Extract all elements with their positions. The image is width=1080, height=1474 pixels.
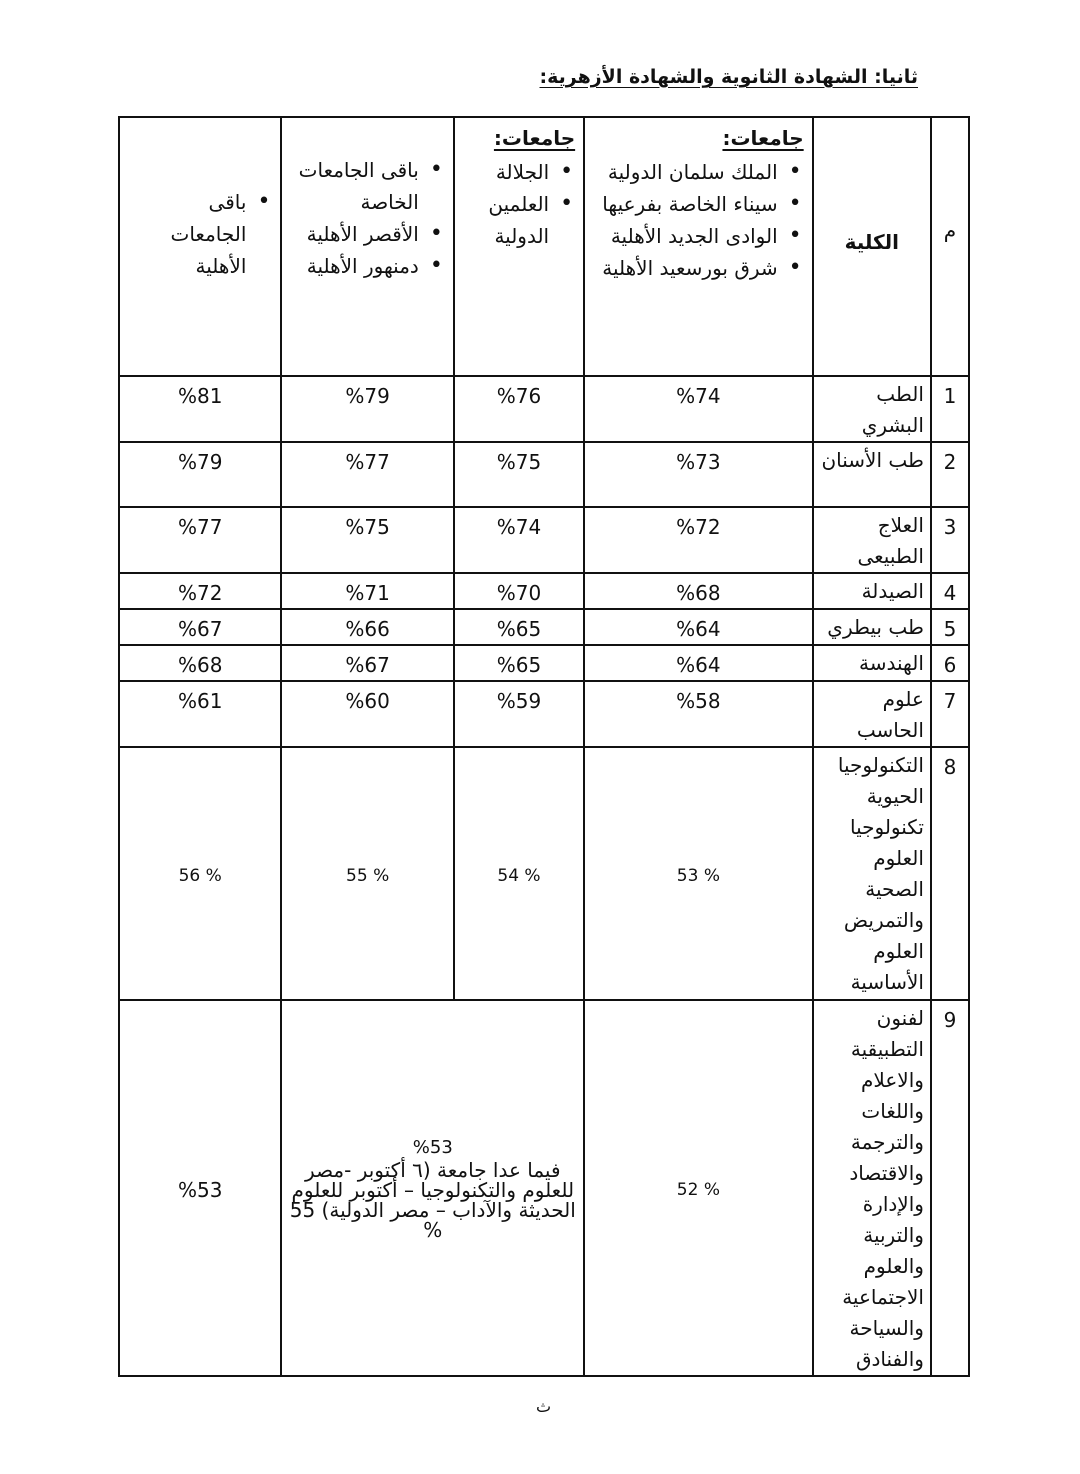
group1-title: جامعات: [722, 126, 804, 150]
table-row [119, 645, 969, 681]
header-group4 [119, 117, 281, 376]
score-group2: % 54 [454, 747, 584, 1000]
score-group4: %61 [119, 681, 281, 747]
header-m: م [931, 117, 969, 376]
score-group1: %73 [584, 442, 813, 507]
table-row [119, 609, 969, 645]
group2-title: جامعات: [493, 126, 576, 150]
score-group2-3-merged [281, 1000, 584, 1376]
group2-item: • العلمين الدولية [463, 188, 575, 252]
table-row [119, 573, 969, 609]
row-number: 6 [931, 645, 969, 681]
group1-item: • شرق بورسعيد الأهلية [593, 252, 804, 284]
group3-item: • الأقصر الأهلية [290, 218, 444, 250]
table-row [119, 507, 969, 573]
score-group2: %70 [454, 573, 584, 609]
score-group4: % 56 [119, 747, 281, 1000]
header-college: الكلية [813, 117, 931, 376]
exception-note: فيما عدا جامعة (٦ أكتوبر -مصر للعلوم والتكنولوجيا – أكتوبر للعلوم الحديثة والآداب – مصر الدولية) 55 % [289, 1158, 576, 1242]
header-group2 [454, 117, 584, 376]
college-name: لفنون التطبيقية والاعلام واللغات والترجمة والاقتصاد والإدارة والتربية والعلوم الاجتماعية والسياحة والفنادق [813, 1000, 931, 1376]
group4-item: • باقى الجامعات الأهلية [160, 186, 272, 282]
score-group2: %75 [454, 442, 584, 507]
group3-item: • دمنهور الأهلية [290, 250, 444, 282]
score-group2: %65 [454, 645, 584, 681]
college-name: الطب البشري [813, 376, 931, 442]
row-number: 5 [931, 609, 969, 645]
row-number: 8 [931, 747, 969, 1000]
row-number: 7 [931, 681, 969, 747]
college-name: طب الأسنان [813, 442, 931, 507]
table-row [119, 376, 969, 442]
row-number: 4 [931, 573, 969, 609]
admission-table [118, 116, 970, 1377]
score-group2: %59 [454, 681, 584, 747]
score-group1: % 52 [584, 1000, 813, 1376]
merged-score: %53 [412, 1137, 453, 1158]
score-group1: %68 [584, 573, 813, 609]
section-heading: ثانيا: الشهادة الثانوية والشهادة الأزهرية: [539, 66, 918, 88]
score-group4: %79 [119, 442, 281, 507]
group1-item: • سيناء الخاصة بفرعيها [593, 188, 804, 220]
score-group3: %71 [281, 573, 453, 609]
score-group2: %74 [454, 507, 584, 573]
score-group1: % 53 [584, 747, 813, 1000]
row-number: 9 [931, 1000, 969, 1376]
group3-item: • باقى الجامعات الخاصة [290, 154, 444, 218]
table-row [119, 681, 969, 747]
row-number: 1 [931, 376, 969, 442]
score-group3: % 55 [281, 747, 453, 1000]
college-name: التكنولوجيا الحيوية تكنولوجيا العلوم الصحية والتمريض العلوم الأساسية [813, 747, 931, 1000]
score-group1: %64 [584, 645, 813, 681]
score-group3: %60 [281, 681, 453, 747]
score-group3: %75 [281, 507, 453, 573]
college-name: الصيدلة [813, 573, 931, 609]
score-group3: %79 [281, 376, 453, 442]
college-name: العلاج الطبيعى [813, 507, 931, 573]
score-group4: %53 [119, 1000, 281, 1376]
score-group2: %76 [454, 376, 584, 442]
row-number: 3 [931, 507, 969, 573]
score-group4: %68 [119, 645, 281, 681]
college-name: علوم الحاسب [813, 681, 931, 747]
score-group3: %66 [281, 609, 453, 645]
page-mark: ث [536, 1397, 552, 1416]
table-row [119, 747, 969, 1000]
table-row [119, 1000, 969, 1376]
table-header-row [119, 117, 969, 376]
score-group1: %58 [584, 681, 813, 747]
score-group4: %72 [119, 573, 281, 609]
score-group2: %65 [454, 609, 584, 645]
table-row [119, 442, 969, 507]
score-group3: %67 [281, 645, 453, 681]
score-group4: %67 [119, 609, 281, 645]
score-group4: %81 [119, 376, 281, 442]
score-group4: %77 [119, 507, 281, 573]
college-name: طب بيطري [813, 609, 931, 645]
college-name: الهندسة [813, 645, 931, 681]
row-number: 2 [931, 442, 969, 507]
group1-item: • الملك سلمان الدولية [593, 156, 804, 188]
score-group1: %72 [584, 507, 813, 573]
score-group1: %74 [584, 376, 813, 442]
group1-item: • الوادى الجديد الأهلية [593, 220, 804, 252]
score-group3: %77 [281, 442, 453, 507]
header-group1 [584, 117, 813, 376]
group2-item: • الجلالة [463, 156, 575, 188]
score-group1: %64 [584, 609, 813, 645]
header-group3 [281, 117, 453, 376]
